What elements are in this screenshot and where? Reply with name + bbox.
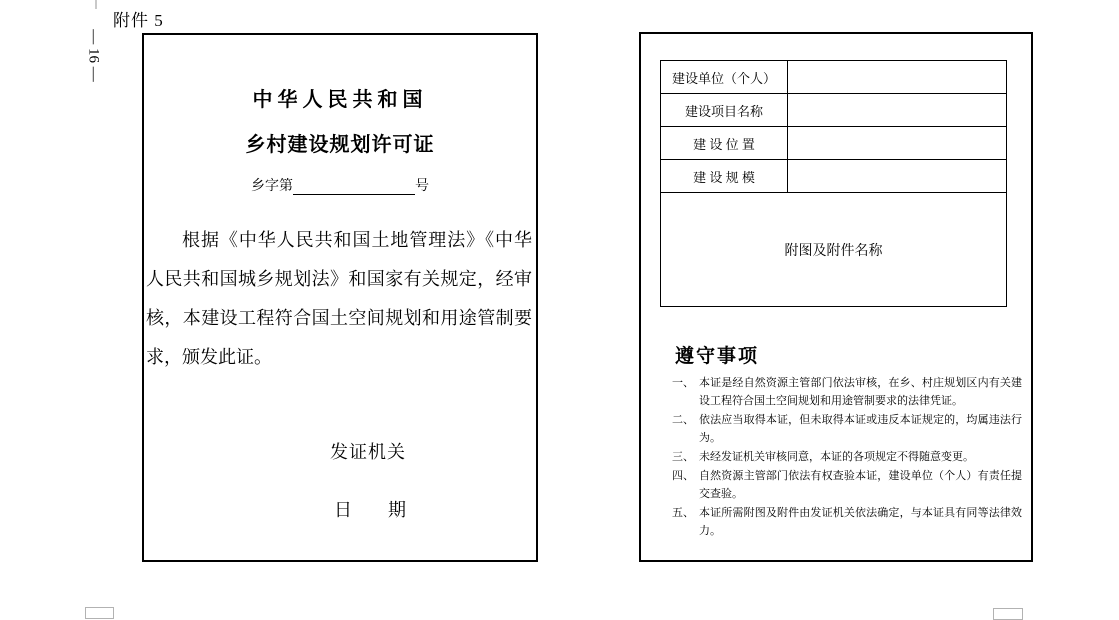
row-label-unit: 建设单位（个人） [661, 61, 788, 94]
table-row [661, 193, 1007, 307]
row-value-scale[interactable] [787, 160, 1006, 193]
row-label-location: 建 设 位 置 [661, 127, 788, 160]
attachment-name-cell: 附图及附件名称 [661, 193, 1007, 307]
table-row [661, 160, 1007, 193]
serial-suffix: 号 [415, 179, 429, 194]
serial-number-blank[interactable] [293, 181, 415, 195]
attachment-label: 附件 5 [113, 11, 164, 30]
table-row [661, 61, 1007, 94]
notice-item [672, 467, 1022, 503]
serial-prefix: 乡字第 [251, 179, 293, 194]
table-fragment-left [85, 607, 114, 619]
row-label-scale: 建 设 规 模 [661, 160, 788, 193]
notice-item-text: 未经发证机关审核同意，本证的各项规定不得随意变更。 [699, 451, 974, 463]
certificate-page [142, 33, 538, 562]
notice-item [672, 411, 1022, 447]
notice-item [672, 448, 1022, 466]
permit-info-table [660, 60, 1007, 307]
row-label-project-name: 建设项目名称 [661, 94, 788, 127]
cursor-tick [95, 0, 97, 9]
notice-item [672, 374, 1022, 410]
notice-item-text: 本证是经自然资源主管部门依法审核，在乡、村庄规划区内有关建设工程符合国土空间规划和用途管制要求的法律凭证。 [699, 377, 1022, 407]
notice-item-number: 一、 [672, 377, 694, 389]
notice-item-number: 五、 [672, 507, 694, 519]
certificate-title-permit: 乡村建设规划许可证 [245, 134, 435, 156]
table-row [661, 94, 1007, 127]
certificate-title-country: 中华人民共和国 [252, 89, 428, 111]
row-value-unit[interactable] [787, 61, 1006, 94]
table-fragment-right [993, 608, 1023, 620]
notice-item-number: 四、 [672, 470, 694, 482]
notice-item-text: 本证所需附图及附件由发证机关依法确定，与本证具有同等法律效力。 [699, 507, 1022, 537]
permit-info-page [639, 32, 1033, 562]
notices-list [672, 374, 1022, 541]
notice-item-text: 依法应当取得本证，但未取得本证或违反本证规定的，均属违法行为。 [699, 414, 1022, 444]
notice-item-number: 二、 [672, 414, 694, 426]
page-number: — 16 — [85, 29, 102, 82]
certificate-body-text: 根据《中华人民共和国土地管理法》《中华人民共和国城乡规划法》和国家有关规定，经审核，本建设工程符合国土空间规划和用途管制要求，颁发此证。 [146, 230, 532, 367]
issuer-label: 发证机关 [330, 442, 406, 462]
notice-item [672, 504, 1022, 540]
serial-number-line [144, 175, 536, 195]
notice-item-number: 三、 [672, 451, 694, 463]
notices-heading: 遵守事项 [675, 346, 760, 367]
date-label: 日 期 [334, 500, 406, 520]
table-row [661, 127, 1007, 160]
row-value-location[interactable] [787, 127, 1006, 160]
notice-item-text: 自然资源主管部门依法有权查验本证，建设单位（个人）有责任提交查验。 [699, 470, 1022, 500]
row-value-project-name[interactable] [787, 94, 1006, 127]
